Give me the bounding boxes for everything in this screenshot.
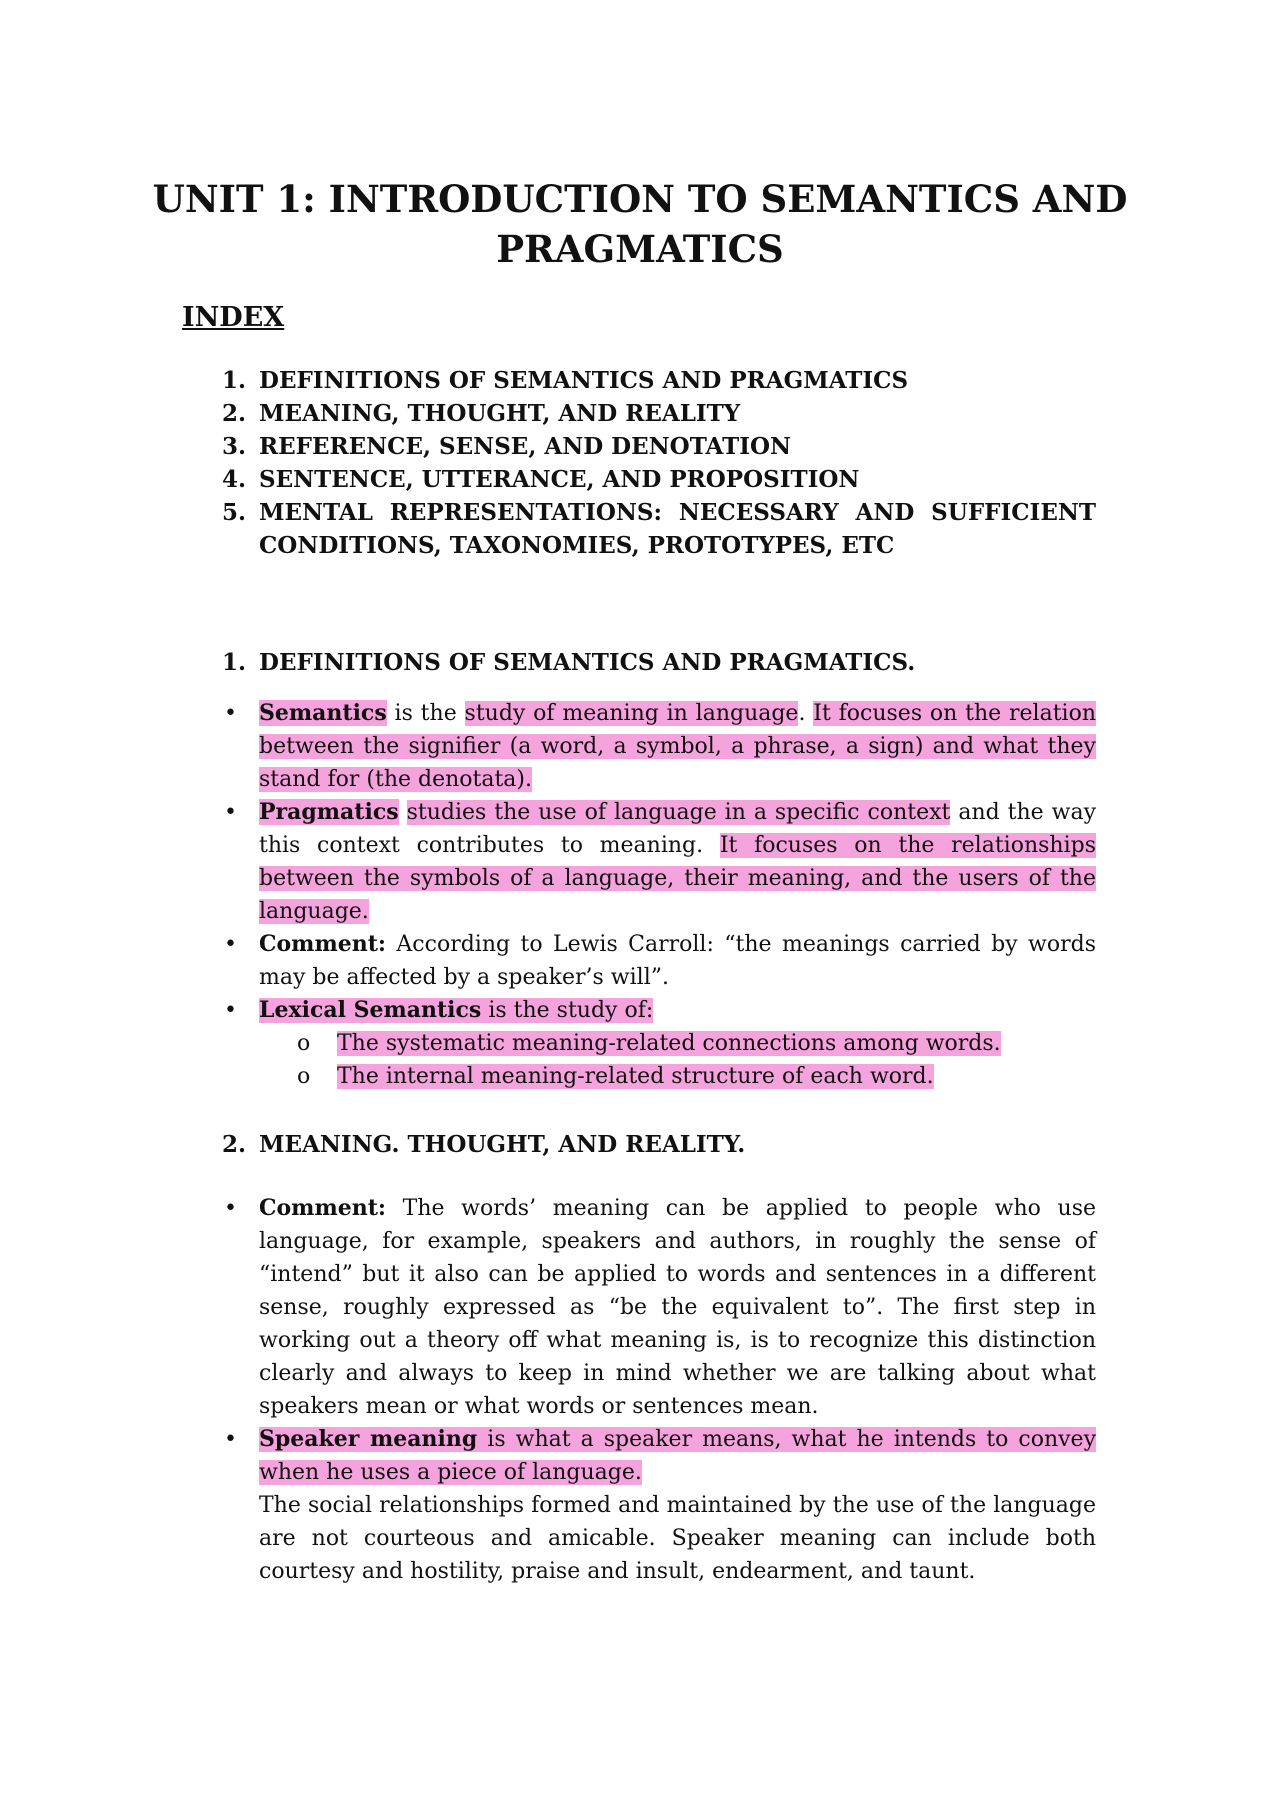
section-1-heading: 1. DEFINITIONS OF SEMANTICS AND PRAGMATICS. [222,649,916,676]
index-item: 5. MENTAL REPRESENTATIONS: NECESSARY AND SUFFICIENT CONDITIONS, TAXONOMIES, PROTOTYPES, ETC [222,499,1096,559]
comment-item: • Comment: The words’ meaning can be applied to people who use language, for example, speakers and authors, in roughly the sense of “intend” but it also can be applied to words and sentences in a different sense, roughly expressed as “be the equivalent to”. The first step in working out a theory off what meaning is, is to recognize this distinction clearly and always to keep in mind whether we are talking about what speakers mean or what words or sentences mean. [222,1192,1096,1423]
highlight: Speaker meaning is what a speaker means, what he intends to convey when he uses a piece of language. [259,1426,1097,1485]
speaker-meaning-item [222,1423,1096,1588]
index-list [222,364,1096,562]
highlight: o The systematic meaning-related connections among words. [337,1031,1001,1056]
paragraph: The social relationships formed and maintained by the use of the language are not courteous and amicable. Speaker meaning can include both courtesy and hostility, praise and insult, endearment, and taunt. [259,1493,1096,1584]
circle-bullet-icon: o [297,1031,311,1056]
pragmatics-item: • Pragmatics studies the use of language in a specific context and the way this context contributes to meaning. It focuses on the relationships between the symbols of a language, their meaning, and the users of the language. [222,796,1096,928]
comment-label: Comment: [259,1195,387,1221]
bullet-icon: • [224,701,237,726]
semantics-item: • Semantics is the study of meaning in language. It focuses on the relation between the signifier (a word, a symbol, a phrase, a sign) and what they stand for (the denotata). [222,697,1096,796]
index-item: 4. SENTENCE, UTTERANCE, AND PROPOSITION [222,466,860,493]
term-semantics: Semantics [259,700,387,726]
bullet-icon: • [224,800,237,825]
section-2-heading: 2. MEANING. THOUGHT, AND REALITY. [222,1131,746,1158]
sub-item [297,1027,1096,1060]
highlight: study of meaning in language [464,701,799,726]
bullet-icon: • [224,1196,237,1221]
term-pragmatics: Pragmatics [259,799,399,825]
index-heading: INDEX [182,302,285,333]
highlight: studies the use of language in a specific context [406,800,951,825]
highlight: Lexical Semantics is the study of: [259,997,654,1023]
index-item: 2. MEANING, THOUGHT, AND REALITY [222,400,741,427]
sub-item [297,1060,1096,1093]
lexical-semantics-item [222,994,1096,1093]
comment-label: Comment: [259,931,387,957]
term-speaker-meaning: Speaker meaning [259,1426,478,1452]
bullet-icon: • [224,932,237,957]
section-2-list [222,1192,1096,1588]
highlight: It focuses on the relationships between the symbols of a language, their meaning, and the users of the language. [259,833,1096,924]
section-1-list [222,697,1096,1093]
circle-bullet-icon: o [297,1064,311,1089]
index-item: 3. REFERENCE, SENSE, AND DENOTATION [222,433,792,460]
bullet-icon: • [224,998,237,1023]
highlight: o The internal meaning-related structure of each word. [337,1064,934,1089]
bullet-icon: • [224,1427,237,1452]
index-item: 1. DEFINITIONS OF SEMANTICS AND PRAGMATICS [222,367,909,394]
lexical-sublist [259,1027,1096,1093]
page-title: UNIT 1: INTRODUCTION TO SEMANTICS AND PRAGMATICS [152,177,1128,271]
term-lexical-semantics: Lexical Semantics [259,997,482,1023]
highlight: It focuses on the relation between the signifier (a word, a symbol, a phrase, a sign) and what they stand for (the denotata). [259,701,1096,792]
comment-item: • Comment: According to Lewis Carroll: “the meanings carried by words may be affected by a speaker’s will”. [222,928,1096,994]
